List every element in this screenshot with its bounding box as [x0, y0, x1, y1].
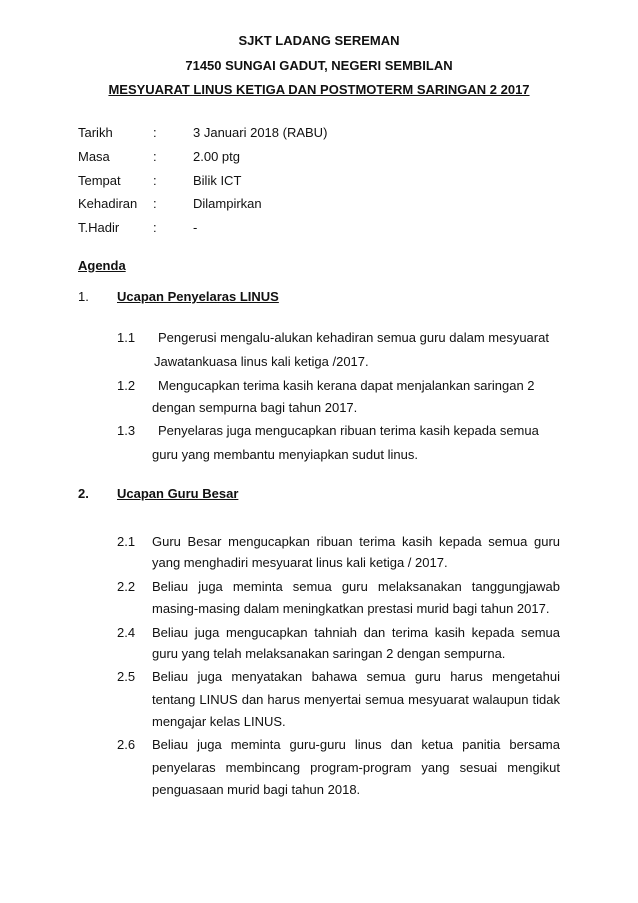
detail-value-place: Bilik ICT: [193, 173, 242, 188]
item-line: Pengerusi mengalu-alukan kehadiran semua guru dalam mesyuarat: [158, 330, 549, 345]
detail-sep: :: [153, 173, 157, 188]
item-line: masing-masing dalam meningkatkan prestasi murid bagi tahun 2017.: [152, 601, 550, 616]
detail-sep: :: [153, 220, 157, 235]
item-line: guru yang telah melaksanakan saringan 2 dengan sempurna.: [152, 646, 506, 661]
item-line: dengan sempurna bagi tahun 2017.: [152, 400, 358, 415]
item-line: Jawatankuasa linus kali ketiga /2017.: [154, 354, 369, 369]
school-address: 71450 SUNGAI GADUT, NEGERI SEMBILAN: [185, 58, 453, 73]
item-number: 2.1: [117, 534, 136, 549]
section1-title: Ucapan Penyelaras LINUS: [117, 289, 279, 304]
section2-number: 2.: [78, 486, 89, 501]
item-line: Penyelaras juga mengucapkan ribuan terima kasih kepada semua: [158, 423, 539, 438]
item-line: Beliau juga menyatakan bahawa semua guru harus mengetahui: [152, 669, 560, 684]
item-line: penyelaras membincang program-program yang sesuai mengikut: [152, 760, 560, 775]
item-line: tentang LINUS dan harus menyertai semua mesyuarat walaupun tidak: [152, 692, 560, 707]
detail-sep: :: [153, 196, 157, 211]
item-line: Beliau juga mengucapkan tahniah dan terima kasih kepada semua: [152, 625, 560, 640]
item-number: 1.2: [117, 378, 136, 393]
detail-label-absent: T.Hadir: [78, 220, 120, 235]
item-line: guru yang membantu menyiapkan sudut linus.: [152, 447, 418, 462]
item-number: 1.3: [117, 423, 136, 438]
section2-title: Ucapan Guru Besar: [117, 486, 239, 501]
section1-number: 1.: [78, 289, 89, 304]
item-line: penguasaan murid bagi tahun 2018.: [152, 782, 361, 797]
item-line: mengajar kelas LINUS.: [152, 714, 286, 729]
item-line: Guru Besar mengucapkan ribuan terima kasih kepada semua guru: [152, 534, 560, 549]
item-line: Mengucapkan terima kasih kerana dapat menjalankan saringan 2: [158, 378, 535, 393]
school-name: SJKT LADANG SEREMAN: [238, 33, 400, 48]
item-number: 2.2: [117, 579, 136, 594]
detail-value-date: 3 Januari 2018 (RABU): [193, 125, 328, 140]
detail-value-attendance: Dilampirkan: [193, 196, 262, 211]
item-number: 2.6: [117, 737, 136, 752]
item-number: 1.1: [117, 330, 136, 345]
item-line: Beliau juga meminta guru-guru linus dan ketua panitia bersama: [152, 737, 560, 752]
detail-sep: :: [153, 125, 157, 140]
detail-label-date: Tarikh: [78, 125, 113, 140]
item-number: 2.4: [117, 625, 136, 640]
agenda-heading: Agenda: [78, 258, 126, 273]
detail-label-place: Tempat: [78, 173, 121, 188]
detail-sep: :: [153, 149, 157, 164]
item-line: Beliau juga meminta semua guru melaksanakan tanggungjawab: [152, 579, 560, 594]
item-line: yang menghadiri mesyuarat linus kali ketiga / 2017.: [152, 555, 448, 570]
item-number: 2.5: [117, 669, 136, 684]
detail-label-attendance: Kehadiran: [78, 196, 138, 211]
detail-value-absent: -: [193, 220, 198, 235]
detail-label-time: Masa: [78, 149, 110, 164]
detail-value-time: 2.00 ptg: [193, 149, 240, 164]
meeting-title: MESYUARAT LINUS KETIGA DAN POSTMOTERM SARINGAN 2 2017: [108, 82, 530, 97]
